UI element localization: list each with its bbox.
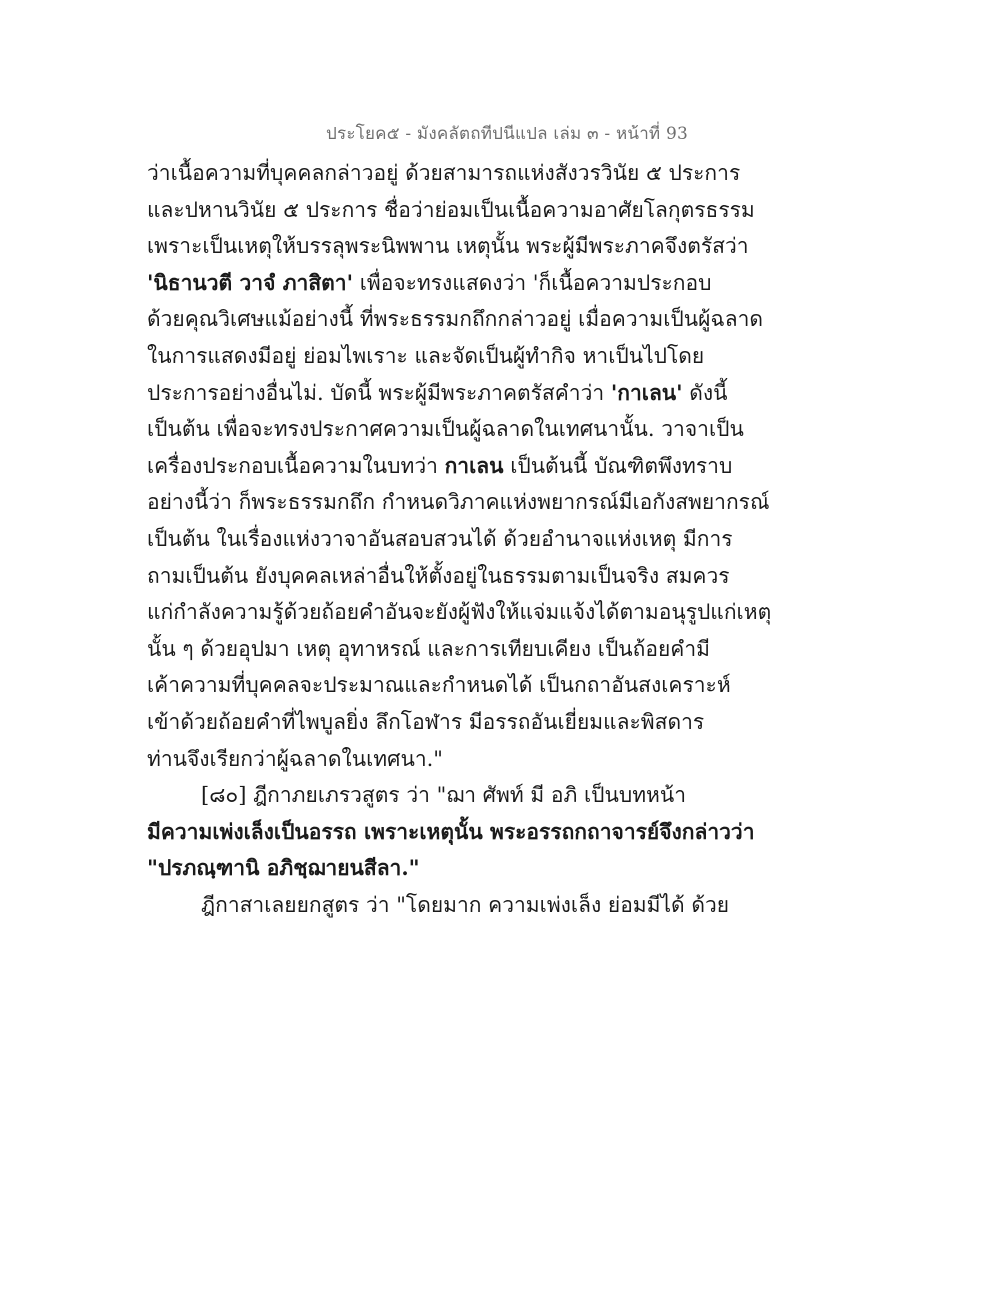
text-run: เป็นต้น เพื่อจะทรงประกาศความเป็นผู้ฉลาดในเทศนานั้น. วาจาเป็น [147, 417, 744, 442]
text-line [147, 484, 770, 521]
text-line [147, 594, 772, 631]
text-run: เพราะเป็นเหตุให้บรรลุพระนิพพาน เหตุนั้น พระผู้มีพระภาคจึงตรัสว่า [147, 234, 749, 259]
text-line [147, 887, 730, 924]
text-run: ด้วยคุณวิเศษแม้อย่างนี้ ที่พระธรรมกถึกกล่าวอยู่ เมื่อความเป็นผู้ฉลาด [147, 307, 764, 332]
text-run: เครื่องประกอบเนื้อความในบทว่า [147, 453, 445, 478]
text-run: ประการอย่างอื่นไม่. บัดนี้ พระผู้มีพระภาคตรัสคำว่า [147, 380, 611, 405]
text-line [147, 850, 727, 887]
text-line [147, 155, 741, 192]
text-line [147, 631, 727, 668]
text-line [147, 338, 727, 375]
bold-text: 'นิธานวตี วาจํ ภาสิตา' [147, 269, 354, 295]
text-run: อย่างนี้ว่า ก็พระธรรมกถึก กำหนดวิภาคแห่งพยากรณ์มีเอกังสพยากรณ์ [147, 490, 770, 515]
text-line [147, 667, 731, 704]
text-line [147, 521, 733, 558]
text-line [147, 301, 764, 338]
text-line [147, 228, 749, 265]
text-line [147, 558, 730, 595]
text-run: ว่าเนื้อความที่บุคคลกล่าวอยู่ ด้วยสามารถแห่งสังวรวินัย ๕ ประการ [147, 161, 741, 185]
text-run: [๘๐] ฎีกาภยเภรวสูตร ว่า "ฌา ศัพท์ มี อภิ เป็นบทหน้า [201, 783, 687, 808]
text-run: ฎีกาสาเลยยกสูตร ว่า "โดยมาก ความเพ่งเล็ง ย่อมมีได้ ด้วย [201, 892, 730, 917]
running-header: ประโยค๕ - มังคลัตถทีปนีแปล เล่ม ๓ - หน้าที่ 93 [326, 124, 688, 144]
text-run: เป็นต้น ในเรื่องแห่งวาจาอันสอบสวนได้ ด้วยอำนาจแห่งเหตุ มีการ [147, 526, 733, 551]
text-run: ท่านจึงเรียกว่าผู้ฉลาดในเทศนา." [147, 746, 443, 771]
text-line [147, 704, 727, 741]
text-run: เค้าความที่บุคคลจะประมาณและกำหนดได้ เป็นกถาอันสงเคราะห์ [147, 673, 731, 698]
text-run: นั้น ๆ ด้วยอุปมา เหตุ อุทาหรณ์ และการเทียบเคียง เป็นถ้อยคำมี [147, 636, 710, 661]
text-run: เข้าด้วยถ้อยคำที่ไพบูลยิ่ง ลึกโอฬาร มีอรรถอันเยี่ยมและพิสดาร [147, 709, 705, 734]
bold-text: มีความเพ่งเล็งเป็นอรรถ เพราะเหตุนั้น พระอรรถกถาจารย์จึงกล่าวว่า [147, 818, 755, 844]
text-run: แก่กำลังความรู้ด้วยถ้อยคำอันจะยังผู้ฟังให้แจ่มแจ้งได้ตามอนุรูปแก่เหตุ [147, 600, 772, 625]
text-run: ถามเป็นต้น ยังบุคคลเหล่าอื่นให้ตั้งอยู่ในธรรมตามเป็นจริง สมควร [147, 563, 730, 588]
text-run: ในการแสดงมีอยู่ ย่อมไพเราะ และจัดเป็นผู้ทำกิจ หาเป็นไปโดย [147, 343, 705, 368]
bold-text: "ปรภณฺฑานิ อภิชฺฌายนสีลา." [147, 855, 420, 881]
text-run: เป็นต้นนี้ บัณฑิตพึงทราบ [503, 453, 733, 478]
text-line [147, 448, 733, 485]
bold-text: 'กาเลน' [610, 379, 683, 405]
text-line [147, 411, 744, 448]
text-line [147, 375, 727, 412]
text-run: ดังนี้ [682, 380, 728, 405]
text-line [147, 192, 755, 229]
bold-text: กาเลน [444, 452, 504, 478]
text-line [147, 777, 727, 814]
text-line [147, 741, 727, 778]
body-text [147, 155, 772, 923]
text-line [147, 265, 727, 302]
text-line [147, 814, 755, 851]
text-run: และปหานวินัย ๕ ประการ ชื่อว่าย่อมเป็นเนื้อความอาศัยโลกุตรธรรม [147, 197, 755, 222]
text-run: เพื่อจะทรงแสดงว่า 'ก็เนื้อความประกอบ [353, 270, 712, 295]
